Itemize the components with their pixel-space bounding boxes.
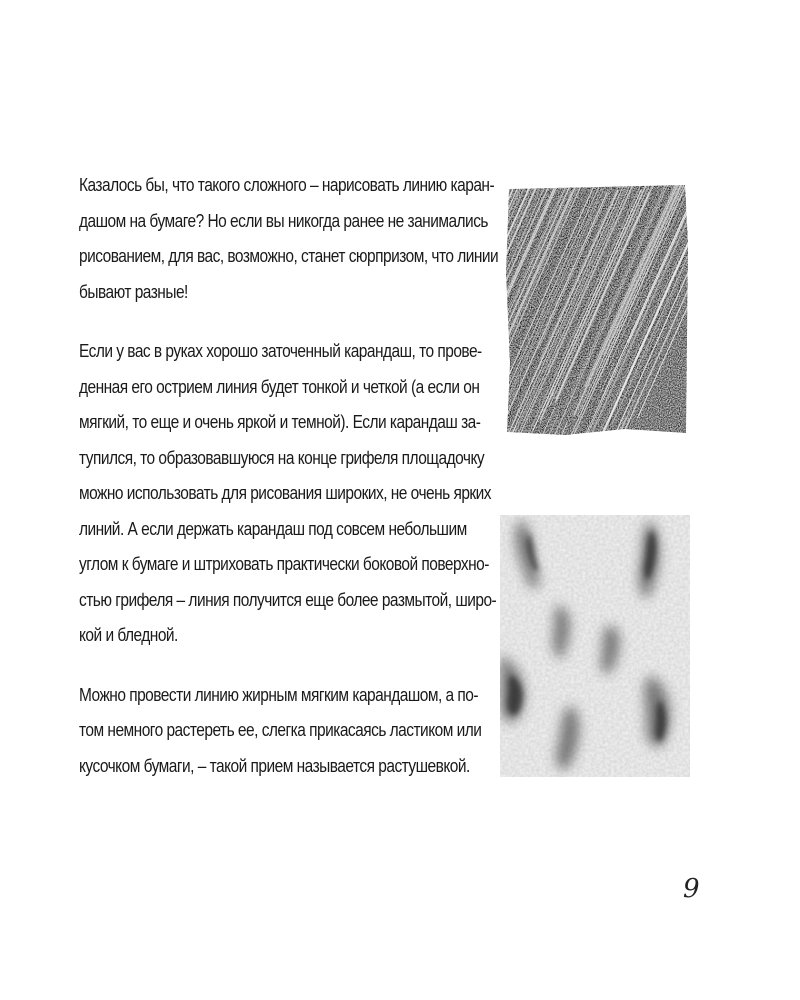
text-line: рисованием, для вас, возможно, станет сюрпризом, что линии	[79, 246, 499, 266]
text-line: денная его острием линия будет тонкой и четкой (а если он	[79, 376, 480, 397]
text-line: линий. А если держать карандаш под совсем небольшим	[79, 518, 467, 539]
pencil-hatching-image	[505, 183, 689, 438]
body-text	[79, 168, 499, 808]
text-line: кусочком бумаги, – такой прием называется растушевкой.	[79, 755, 470, 776]
pencil-smudge-image	[500, 515, 690, 777]
text-line: тупился, то образовавшуюся на конце грифеля площадочку	[79, 447, 485, 468]
text-line: кой и бледной.	[79, 625, 178, 645]
text-line: Казалось бы, что такого сложного – нарисовать линию каран-	[79, 175, 495, 195]
text-line: углом к бумаге и штриховать практически боковой поверхно-	[79, 554, 489, 574]
text-line: бывают разные!	[79, 281, 188, 302]
paragraph-3	[79, 678, 482, 785]
text-line: том немного растереть ее, слегка прикасаясь ластиком или	[79, 720, 482, 740]
text-line: стью грифеля – линия получится еще более размытой, широ-	[79, 589, 497, 610]
text-line: Можно провести линию жирным мягким карандашом, а по-	[79, 684, 479, 705]
text-line: Если у вас в руках хорошо заточенный карандаш, то прове-	[79, 341, 482, 361]
text-line: дашом на бумаге? Но если вы никогда ранее не занимались	[79, 210, 488, 231]
paragraph-2	[79, 334, 497, 654]
paragraph-1	[79, 168, 499, 310]
text-line: мягкий, то еще и очень яркой и темной). Если карандаш за-	[79, 412, 481, 432]
page-number: 9	[683, 874, 700, 904]
text-line: можно использовать для рисования широких, не очень ярких	[79, 483, 492, 503]
